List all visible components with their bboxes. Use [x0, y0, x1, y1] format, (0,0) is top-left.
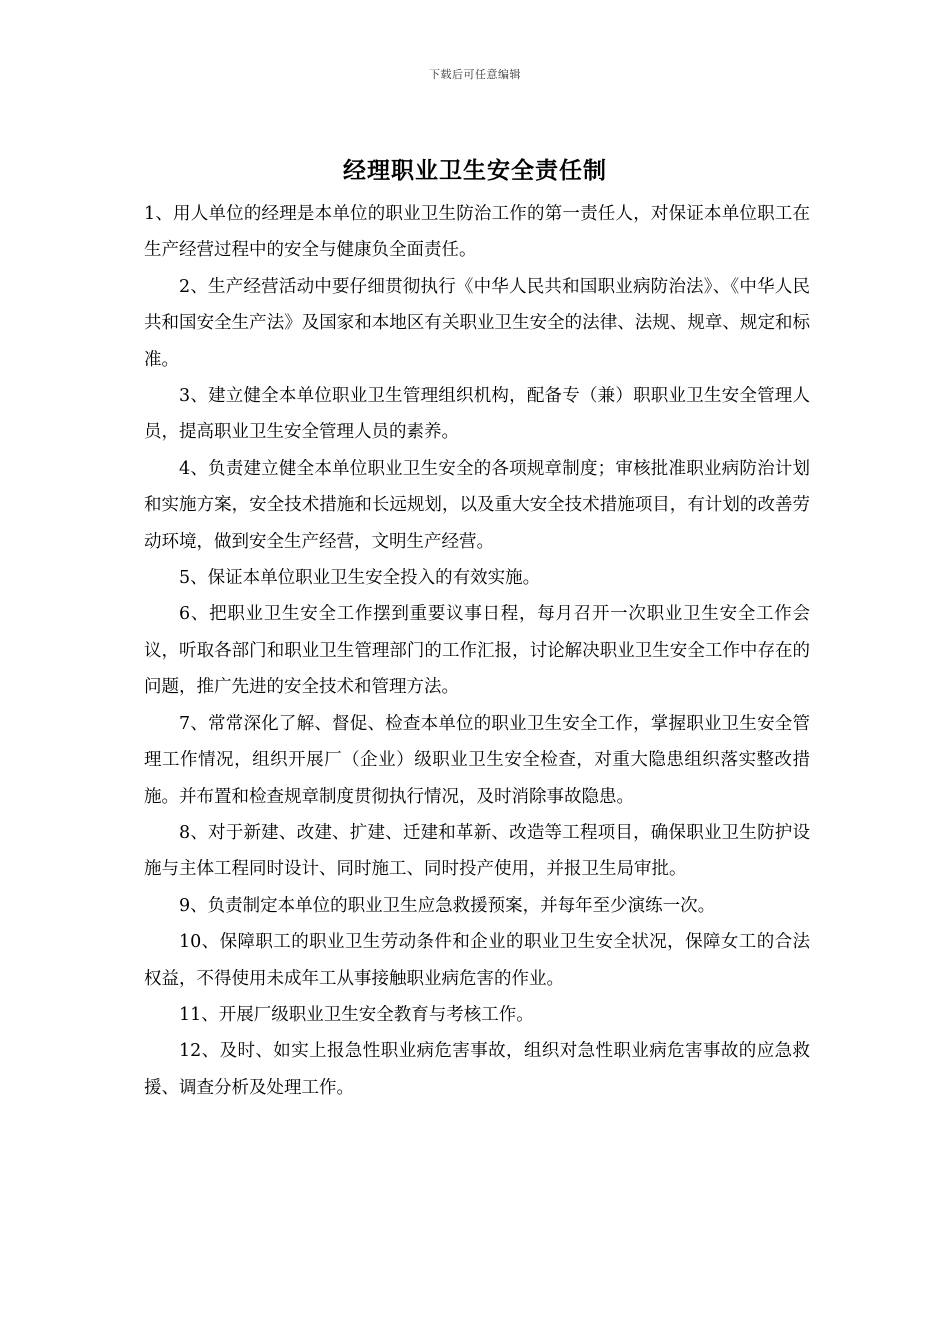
header-note: 下载后可任意编辑	[429, 68, 521, 81]
document-body	[144, 196, 810, 1106]
paragraph-3: 3、建立健全本单位职业卫生管理组织机构，配备专（兼）职职业卫生安全管理人员，提高职业卫生安全管理人员的素养。	[144, 386, 810, 443]
paragraph-9: 9、负责制定本单位的职业卫生应急救援预案，并每年至少演练一次。	[179, 895, 716, 916]
paragraph-7: 7、常常深化了解、督促、检查本单位的职业卫生安全工作，掌握职业卫生安全管理工作情况，组织开展厂（企业）级职业卫生安全检查，对重大隐患组织落实整改措施。并布置和检查规章制度贯彻执行情况，及时消除事故隐患。	[144, 713, 810, 807]
document-title: 经理职业卫生安全责任制	[343, 158, 607, 184]
paragraph-1: 1、用人单位的经理是本单位的职业卫生防治工作的第一责任人，对保证本单位职工在生产经营过程中的安全与健康负全面责任。	[144, 204, 810, 261]
paragraph-10: 10、保障职工的职业卫生劳动条件和企业的职业卫生安全状况，保障女工的合法权益，不得使用未成年工从事接触职业病危害的作业。	[144, 932, 810, 989]
paragraph-5: 5、保证本单位职业卫生安全投入的有效实施。	[179, 568, 541, 589]
paragraph-2: 2、生产经营活动中要仔细贯彻执行《中华人民共和国职业病防治法》、《中华人民共和国安全生产法》及国家和本地区有关职业卫生安全的法律、法规、规章、规定和标准。	[144, 276, 810, 370]
paragraph-6: 6、把职业卫生安全工作摆到重要议事日程，每月召开一次职业卫生安全工作会议，听取各部门和职业卫生管理部门的工作汇报，讨论解决职业卫生安全工作中存在的问题，推广先进的安全技术和管理方法。	[144, 604, 810, 698]
paragraph-4: 4、负责建立健全本单位职业卫生安全的各项规章制度；审核批准职业病防治计划和实施方案，安全技术措施和长远规划，以及重大安全技术措施项目，有计划的改善劳动环境，做到安全生产经营，文明生产经营。	[144, 458, 810, 552]
paragraph-8: 8、对于新建、改建、扩建、迁建和革新、改造等工程项目，确保职业卫生防护设施与主体工程同时设计、同时施工、同时投产使用，并报卫生局审批。	[144, 822, 810, 880]
paragraph-11: 11、开展厂级职业卫生安全教育与考核工作。	[179, 1004, 534, 1025]
paragraph-12: 12、及时、如实上报急性职业病危害事故，组织对急性职业病危害事故的应急救援、调查分析及处理工作。	[144, 1041, 810, 1098]
